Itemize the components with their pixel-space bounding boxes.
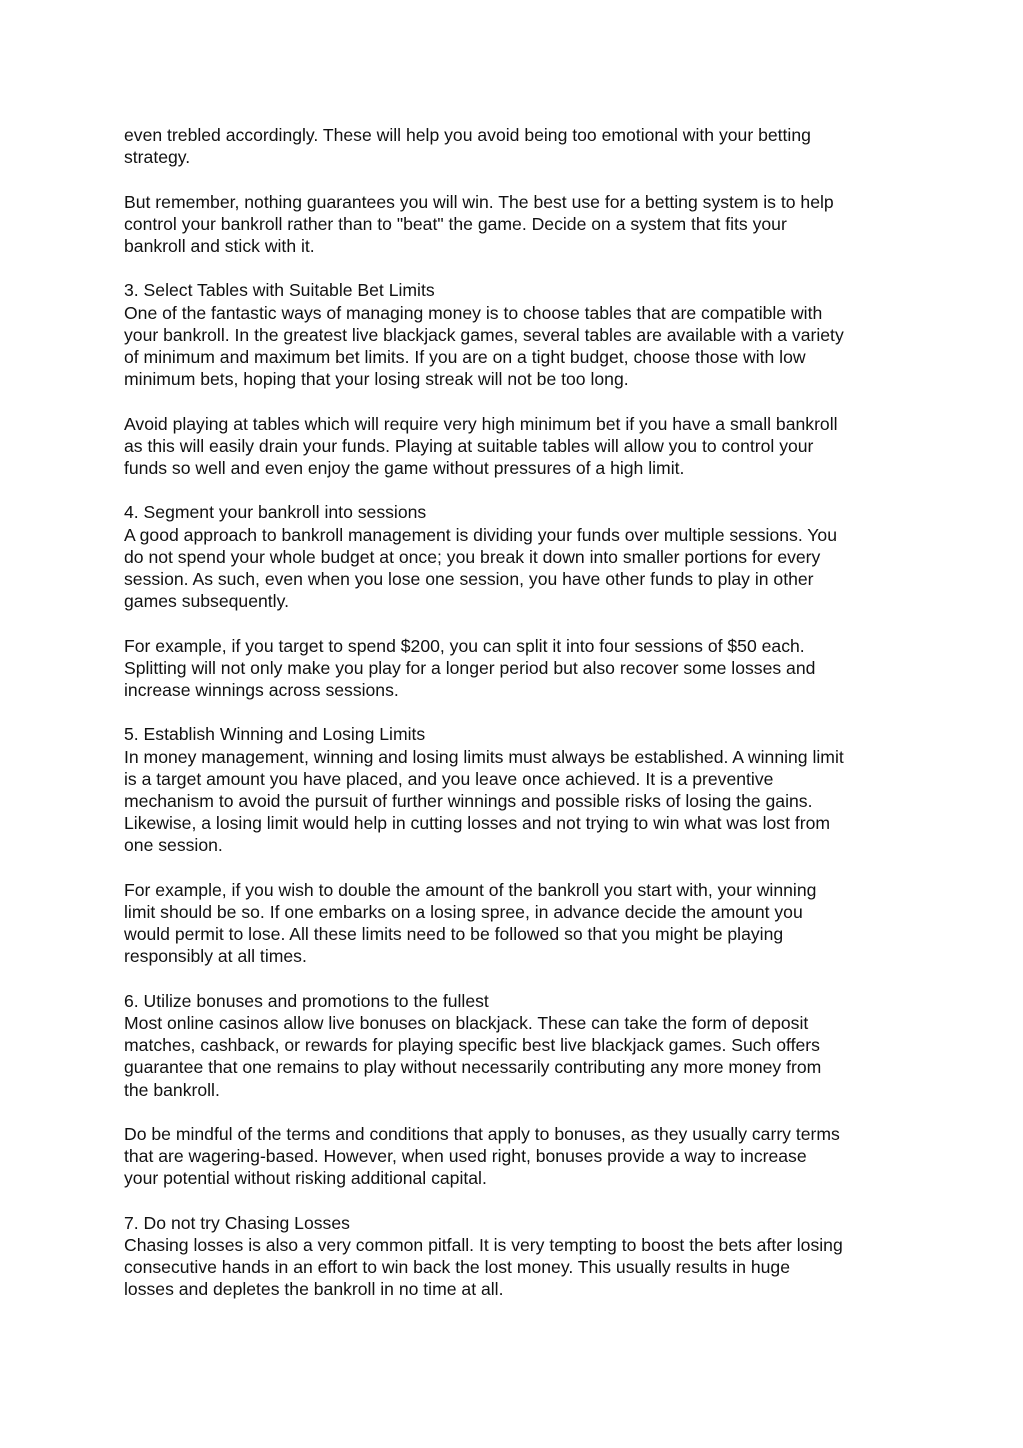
section-heading: 7. Do not try Chasing Losses: [124, 1212, 350, 1233]
section-paragraph: Most online casinos allow live bonuses on blackjack. These can take the form of deposit matches, cashback, or rewards for playing specific best live blackjack games. Such offers guarantee that one remains to play without necessarily contributing any more money from the bankroll.: [124, 1013, 822, 1100]
section-heading: 3. Select Tables with Suitable Bet Limits: [124, 280, 435, 301]
section-heading: 4. Segment your bankroll into sessions: [124, 502, 427, 523]
section-4: [124, 501, 904, 612]
section-paragraph: In money management, winning and losing limits must always be established. A winning limit is a target amount you have placed, and you leave once achieved. It is a preventive mechanism to avoid the pursuit of further winnings and possible risks of losing the gains. Likewise, a losing limit would help in cutting losses and not trying to win what was lost from one session.: [124, 746, 844, 856]
section-heading: 5. Establish Winning and Losing Limits: [124, 724, 426, 745]
document-page: [124, 124, 904, 1323]
section-heading: 6. Utilize bonuses and promotions to the fullest: [124, 990, 489, 1011]
section-5: [124, 723, 904, 856]
section-paragraph: For example, if you wish to double the amount of the bankroll you start with, your winning limit should be so. If one embarks on a losing spree, in advance decide the amount you would permit to lose. All these limits need to be followed so that you might be playing responsibly at all times.: [124, 879, 817, 967]
intro-paragraph-1: even trebled accordingly. These will help you avoid being too emotional with your betting strategy.: [124, 125, 811, 168]
section-paragraph: For example, if you target to spend $200, you can split it into four sessions of $50 each. Splitting will not only make you play for a longer period but also recover some losses and increase winnings across sessions.: [124, 635, 816, 700]
section-paragraph: One of the fantastic ways of managing money is to choose tables that are compatible with your bankroll. In the greatest live blackjack games, several tables are available with a variety of minimum and maximum bet limits. If you are on a tight budget, choose those with low minimum bets, hoping that your losing streak will not be too long.: [124, 302, 844, 390]
section-paragraph: Chasing losses is also a very common pitfall. It is very tempting to boost the bets after losing consecutive hands in an effort to win back the lost money. This usually results in huge losses and depletes the bankroll in no time at all.: [124, 1235, 843, 1300]
intro-paragraph-2: But remember, nothing guarantees you will win. The best use for a betting system is to help control your bankroll rather than to "beat" the game. Decide on a system that fits your bankroll and stick with it.: [124, 191, 834, 256]
section-paragraph: A good approach to bankroll management is dividing your funds over multiple sessions. You do not spend your whole budget at once; you break it down into smaller portions for every session. As such, even when you lose one session, you have other funds to play in other games subsequently.: [124, 524, 837, 612]
section-paragraph: Avoid playing at tables which will require very high minimum bet if you have a small bankroll as this will easily drain your funds. Playing at suitable tables will allow you to control your funds so well and even enjoy the game without pressures of a high limit.: [124, 413, 838, 478]
section-paragraph: Do be mindful of the terms and conditions that apply to bonuses, as they usually carry terms that are wagering-based. However, when used right, bonuses provide a way to increase your potential without risking additional capital.: [124, 1124, 840, 1189]
section-7: [124, 1212, 904, 1301]
section-6: [124, 990, 904, 1101]
section-3: [124, 279, 904, 390]
